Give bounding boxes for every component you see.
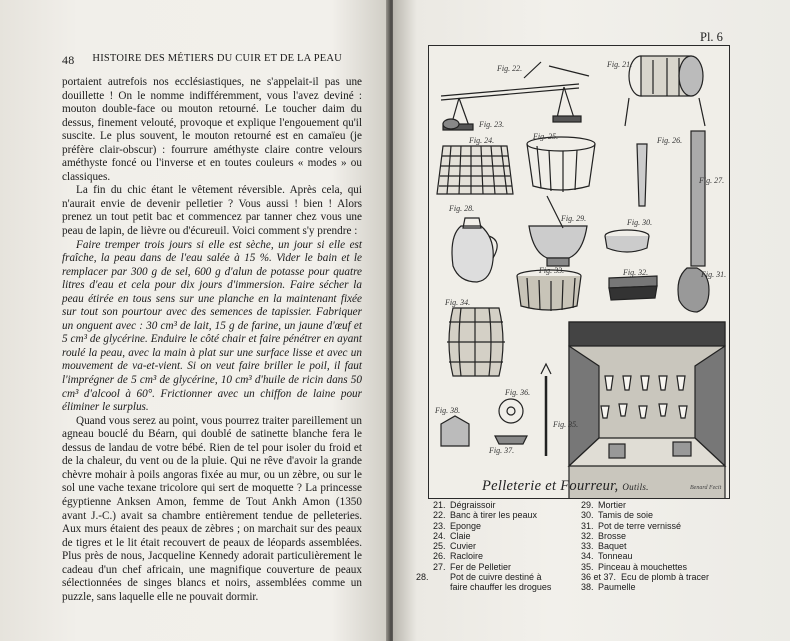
plate-title-text: Pelleterie et Fourreur, [482,478,619,494]
plate-legend [416,500,733,593]
legend-column-right [581,500,709,593]
engraving-plate [428,45,730,499]
running-head [62,53,362,68]
engraving-illustration [429,46,729,498]
barrel-figure [447,308,505,376]
workshop-scene [569,322,725,498]
paragraph: portaient autrefois nos ecclésiastiques, ne s'appelait-il pas une douillette ! On le nomme indifféremment, vous l'avez deviné : mouton double-face ou mouton retourné. Le toucher daim du dessus, finement velouté, provoque et explique l'engouement qu'il suscite. Le plus souvent, le mouton retourné est en camaïeu (je préfère clair-obscur) : fourrure améthyste claire contre velours améthyste foncé ou l'inverse et en toutes couleurs « modes » ou classiques. [62,76,362,183]
basket-figure [517,270,581,311]
legend-item: 24. Claie [433,530,471,541]
recipe-paragraph: Faire tremper trois jours si elle est sèche, un jour si elle est fraîche, la peau dans de l'eau salée à 15 %. Vider le bain et le remplacer par 300 g de sel, 600 g d'alun de potasse pour quatre litres d'eau et cela pour dix jours d'immersion. Faire sécher la peau étirée en tous sens sur une planche en la maintenant fixée sur tout son pourtour avec des semences de tapissier. Fabriquer un onguent avec : 30 cm³ de lait, 15 g de farine, un jaune d'œuf et 5 cm³ de glycérine. Enduire le côté chair et faire pénétrer en ayant roulé la peau, avec la main à plat sur une surface lisse et avec un mouvement de va-et-vient. Si on veut faire briller le poil, il faut l'imprégner de 5 cm³ de glycérine, 10 cm³ d'huile de ricin dans 50 cm³ d'alcool à 60°. Frictionner avec un chiffon de laine pour éliminer le surplus. [62,238,362,414]
plate-title [482,478,649,495]
fig-label: Fig. 27. [699,176,725,185]
fig-label: Fig. 21. [607,60,633,69]
legend-item: 21. Dégraissoir [433,500,496,510]
fig-label: Fig. 26. [657,136,683,145]
legend-item: 31. Pot de terre vernissé [581,520,682,531]
running-head-title: HISTOIRE DES MÉTIERS DU CUIR ET DE LA PEAU [92,53,342,64]
legend-item: 22. Banc à tirer les peaux [433,510,538,521]
fig-label: Fig. 38. [435,406,461,415]
fig-label: Fig. 25. [533,132,559,141]
legend-item: 38. Paumelle [581,582,636,593]
fig-label: Fig. 31. [701,270,727,279]
fig-label: Fig. 28. [449,204,475,213]
legend-item: 26. Racloire [433,551,484,562]
legend-item: 32. Brosse [581,530,627,541]
legend-item: 27. Fer de Pelletier [433,561,512,572]
paragraph: La fin du chic étant le vêtement réversible. Après cela, qui n'aurait envie de devenir pelletier ? Vous aussi ! bien ! Alors prenez un tout petit bac et commencez par tanner chez vous une peau de lapin, de lièvre ou d'écureuil. Voici comment s'y prendre : [62,184,362,238]
grid-figure [437,146,513,194]
fig-label: Fig. 35. [553,420,579,429]
legend-item: 34. Tonneau [581,551,633,562]
fig-label: Fig. 37. [489,446,515,455]
legend-item: 23. Eponge [433,520,482,531]
fig-label: Fig. 30. [627,218,653,227]
fig-label: Fig. 29. [561,214,587,223]
drum-figure [625,56,705,126]
fig-label: Fig. 34. [445,298,471,307]
legend-item: 30. Tamis de soie [581,510,654,521]
paragraph: Quand vous serez au point, vous pourrez traiter pareillement un agneau bouclé du Béarn, qui doublé de satinette blanche fera le dessus de landau de votre bébé. Rien de tel pour isoler du froid et de la chaleur, du vent ou de la pluie. Qui ne rêve d'avoir la grande chèvre mohair à poils angoras fixée au mur, ou un zèbre, ou sur le sol une vache texane tricolore qui sert de moquette ? La princesse égyptienne Anksen Amon, femme de Tout Ankh Amon (1350 avant J.-C.) avait sa chambre entièrement tendue de pelleteries. Aux murs étaient des peaux de zèbres ; on marchait sur des peaux de tigres et le lit était recouvert de peaux de léopards assemblées. Plus près de nous, Jacqueline Kennedy adorait particulièrement le cadeau d'un chef africain, une magnifique couverture de peaux sélectionnées de singes blancs et noirs, assemblées comme un puzzle, sans laquelle elle ne pouvait dormir. [62,414,362,603]
tub-figure [527,137,595,192]
legend-item: 28. Pot de cuivre destiné à faire chauffer les drogues [416,572,552,593]
legend-item: 29. Mortier [581,500,627,510]
mortar-figure [529,196,587,266]
pot-figure [452,218,497,282]
fig-label: Fig. 33. [539,266,565,275]
legend-item: 33. Baquet [581,541,627,552]
legend-item: 35. Pinceau à mouchettes [581,561,688,572]
body-text [62,76,362,604]
fig-label: Fig. 23. [479,120,505,129]
legend-item: 25. Cuvier [433,541,477,552]
legend-item: 36 et 37. Ecu de plomb à tracer [581,572,710,583]
fig-label: Fig. 22. [497,64,523,73]
fig-label: Fig. 24. [469,136,495,145]
plate-subtitle: Outils. [622,482,649,492]
fig-label: Fig. 36. [505,388,531,397]
engraver-signature: Benard Fecit [690,485,722,491]
page-number: 48 [62,53,75,67]
plate-number: Pl. 6 [700,30,723,44]
fig-label: Fig. 32. [623,268,649,277]
legend-column-left [416,500,561,593]
